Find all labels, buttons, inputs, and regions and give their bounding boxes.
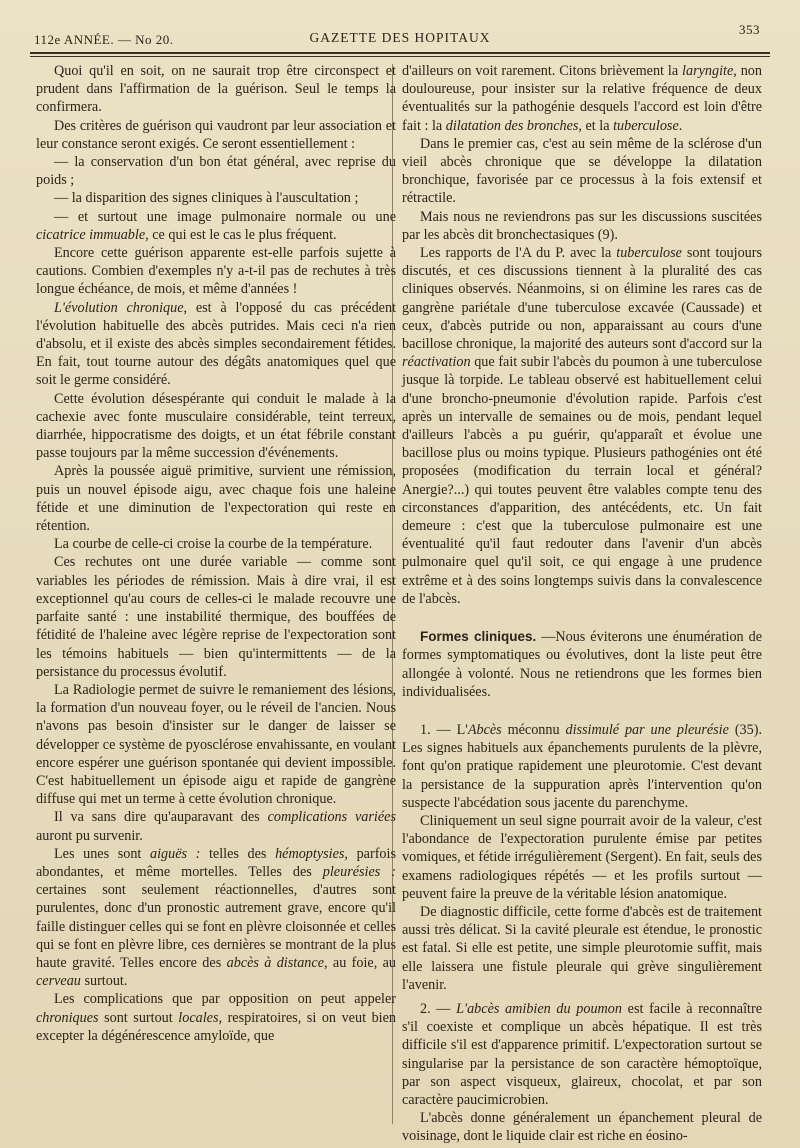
paragraph: Cette évolution désespérante qui conduit le malade à la cachexie avec fonte musculaire considérable, teint terreux, diarrhée, hippocratisme des doigts, et un état fébrile constant passe toujours par la même succession d'événements. (36, 390, 396, 462)
paragraph: 2. — L'abcès amibien du poumon est facile à reconnaître s'il coexiste et complique un abcès hépatique. Il est très difficile s'il est d'apparence primitif. L'expectoration surtout se singularise par la persistance de son caractère hémoptoïque, par son aspect visqueux, glaireux, chocolat, et par son caractère paucimicrobien. (402, 1000, 762, 1108)
paragraph: Ces rechutes ont une durée variable — comme sont variables les périodes de rémission. Mais à dire vrai, il est exceptionnel qu'au cours de celles-ci le malade recouvre une parfaite santé : une instabilité thermique, des bouffées de fétidité de l'haleine avec légère reprise de l'expectoration sont les témoins habituels — bien qu'intermittents — de la persistance du processus évolutif. (36, 554, 396, 680)
paragraph: d'ailleurs on voit rarement. Citons brièvement la laryngite, non douloureuse, pour insister sur la relative fréquence de deux éventualités sur la pathogénie desquels l'accord est loin d'être fait : la dilatation des bronches, et la tuberculose. (402, 63, 762, 134)
paragraph: Les rapports de l'A du P. avec la tuberculose sont toujours discutés, et ces discussions tiennent à la pluralité des cas cliniques observés. Néanmoins, si on élimine les rares cas de gangrène pariétale d'une tuberculose excavée (Caussade) et ceux, d'abcès putride ou non, apparaissant au cours d'une bacillose chronique, la majorité des auteurs sont d'accord sur la réactivation que fait subir l'abcès du poumon à une tuberculose jusque là torpide. Le tableau observé est habituellement celui d'une broncho-pneumonie d'évolution rapide. Parfois c'est après un intervalle de semaines ou de mois, pendant lequel d'ailleurs l'abcès a pu guérir, qu'apparaît et évolue une bacillose plus ou moins typique. Plusieurs pathogénies ont été proposées (modification du terrain local et général? Anergie?...) qui toutes peuvent être valables compte tenu des circonstances d'apparition, des antécédents, etc. Un fait demeure : c'est que la tuberculose pulmonaire est une éventualité qu'il faut redouter dans l'avenir d'un abcès pulmonaire quel qu'il soit, ce qui engage à une prudence extrême et à des soins longtemps suivis dans la convalescence de l'abcès. (402, 245, 763, 607)
paragraph: — la disparition des signes cliniques à l'auscultation ; (54, 190, 359, 207)
issue-info: 112e ANNÉE. — No 20. (34, 32, 174, 47)
section-paragraph: Formes cliniques. —Nous éviterons une énumération de formes symptomatiques ou évolutives, dont la liste peut être allongée à volonté. Nous ne retiendrons que les formes bien individualisées. (402, 629, 762, 700)
paragraph: — et surtout une image pulmonaire normale ou une cicatrice immuable, ce qui est le cas le plus fréquent. (36, 208, 396, 243)
page-number: 353 (739, 22, 760, 37)
paragraph: Dans le premier cas, c'est au sein même de la sclérose d'un vieil abcès chronique que se développe la dilatation bronchique, favorisée par ce processus à la fois extensif et rétractile. (402, 135, 762, 207)
paragraph: Mais nous ne reviendrons pas sur les discussions suscitées par les abcès dit bronchectasiques (9). (402, 208, 762, 243)
paragraph: Il va sans dire qu'auparavant des complications variées auront pu survenir. (36, 809, 396, 844)
section-gap (402, 608, 762, 628)
paragraph: Encore cette guérison apparente est-elle parfois sujette à cautions. Combien d'exemples n'y a-t-il pas de rechutes à très longue échéance, de mois, et même d'années ! (36, 245, 396, 298)
paragraph: Cliniquement un seul signe pourrait avoir de la valeur, c'est l'abondance de l'expectoration purulente émise par petites vomiques, et fétide irrégulièrement (Sergent). En fait, seuls des examens radiologiques répétés — et les profils surtout — peuvent faire la preuve de la véritable lésion anatomique. (402, 812, 762, 902)
paragraph: L'abcès donne généralement un épanchement pleural de voisinage, dont le liquide clair est riche en éosino- (402, 1110, 762, 1145)
paragraph: De diagnostic difficile, cette forme d'abcès est de traitement aussi très délicat. Si la cavité pleurale est étendue, le pronostic est fatal. Si elle est petite, une simple pleurotomie suffit, mais elle laissera une fistule pleurale qui grève singulièrement l'avenir. (402, 903, 762, 993)
paragraph: La courbe de celle-ci croise la courbe de la température. (54, 536, 373, 553)
paragraph: La Radiologie permet de suivre le remaniement des lésions, la formation d'un nouveau foyer, ou le réveil de l'ancien. Nous n'avons pas besoin d'insister sur le danger de laisser se développer ce système de pyosclérose envahissante, en voulant encore espérer une guérison spontanée qui devient impossible. C'est habituellement un épisode aigu et rapide de gangrène diffuse qui met un terme à cette évolution chronique. (36, 681, 396, 808)
section-title: Formes cliniques. (420, 629, 537, 645)
section-gap (402, 701, 762, 721)
header-rule-thick (30, 52, 770, 54)
running-header (30, 22, 770, 48)
right-column (402, 62, 762, 1146)
paragraph: Les complications que par opposition on peut appeler chroniques sont surtout locales, respiratoires, si on veut bien excepter la dégénérescence amyloïde, que (36, 991, 396, 1044)
paragraph: Après la poussée aiguë primitive, survient une rémission, puis un nouvel épisode aigu, avec chaque fois une haleine fétide et une diminution de l'expectoration qui reste en rétention. (36, 463, 396, 535)
paragraph: — la conservation d'un bon état général, avec reprise du poids ; (36, 154, 396, 189)
paragraph: Les unes sont aiguës : telles des hémoptysies, parfois abondantes, et même mortelles. Telles des pleurésies : certaines sont seulement réactionnelles, d'autres sont purulentes, donc d'un pronostic autrement grave, encore qu'il faille distinguer celles qui se font en plèvre cloisonnée et celles qui se font en plèvre libre, ces dernières se montrant de la plus haute gravité. Telles encore des abcès à distance, au foie, au cerveau surtout. (36, 845, 397, 990)
left-column (36, 62, 396, 1045)
paragraph: L'évolution chronique, est à l'opposé du cas précédent l'évolution habituelle des abcès putrides. Mais ceci n'a rien d'absolu, et il existe des abcès simples secondairement fétides. En fait, tout tourne autour des dégâts anatomiques quel que soit le germe considéré. (36, 299, 397, 389)
paragraph: Quoi qu'il en soit, on ne saurait trop être circonspect et prudent dans l'affirmation de la guérison. Seul le temps la confirmera. (36, 63, 396, 116)
paragraph: 1. — L'Abcès méconnu dissimulé par une pleurésie (35). Les signes habituels aux épanchements purulents de la plèvre, font qu'on pratique rapidement une pleurotomie. C'est devant la persistance de la suppuration après l'intervention qu'on suspecte l'abcédation sous jacente du parenchyme. (402, 721, 763, 811)
paragraph: Des critères de guérison qui vaudront par leur association et leur constance seront exigés. Ce seront essentiellement : (36, 117, 396, 152)
header-rule-thin (30, 56, 770, 57)
journal-title: GAZETTE DES HOPITAUX (309, 30, 491, 45)
